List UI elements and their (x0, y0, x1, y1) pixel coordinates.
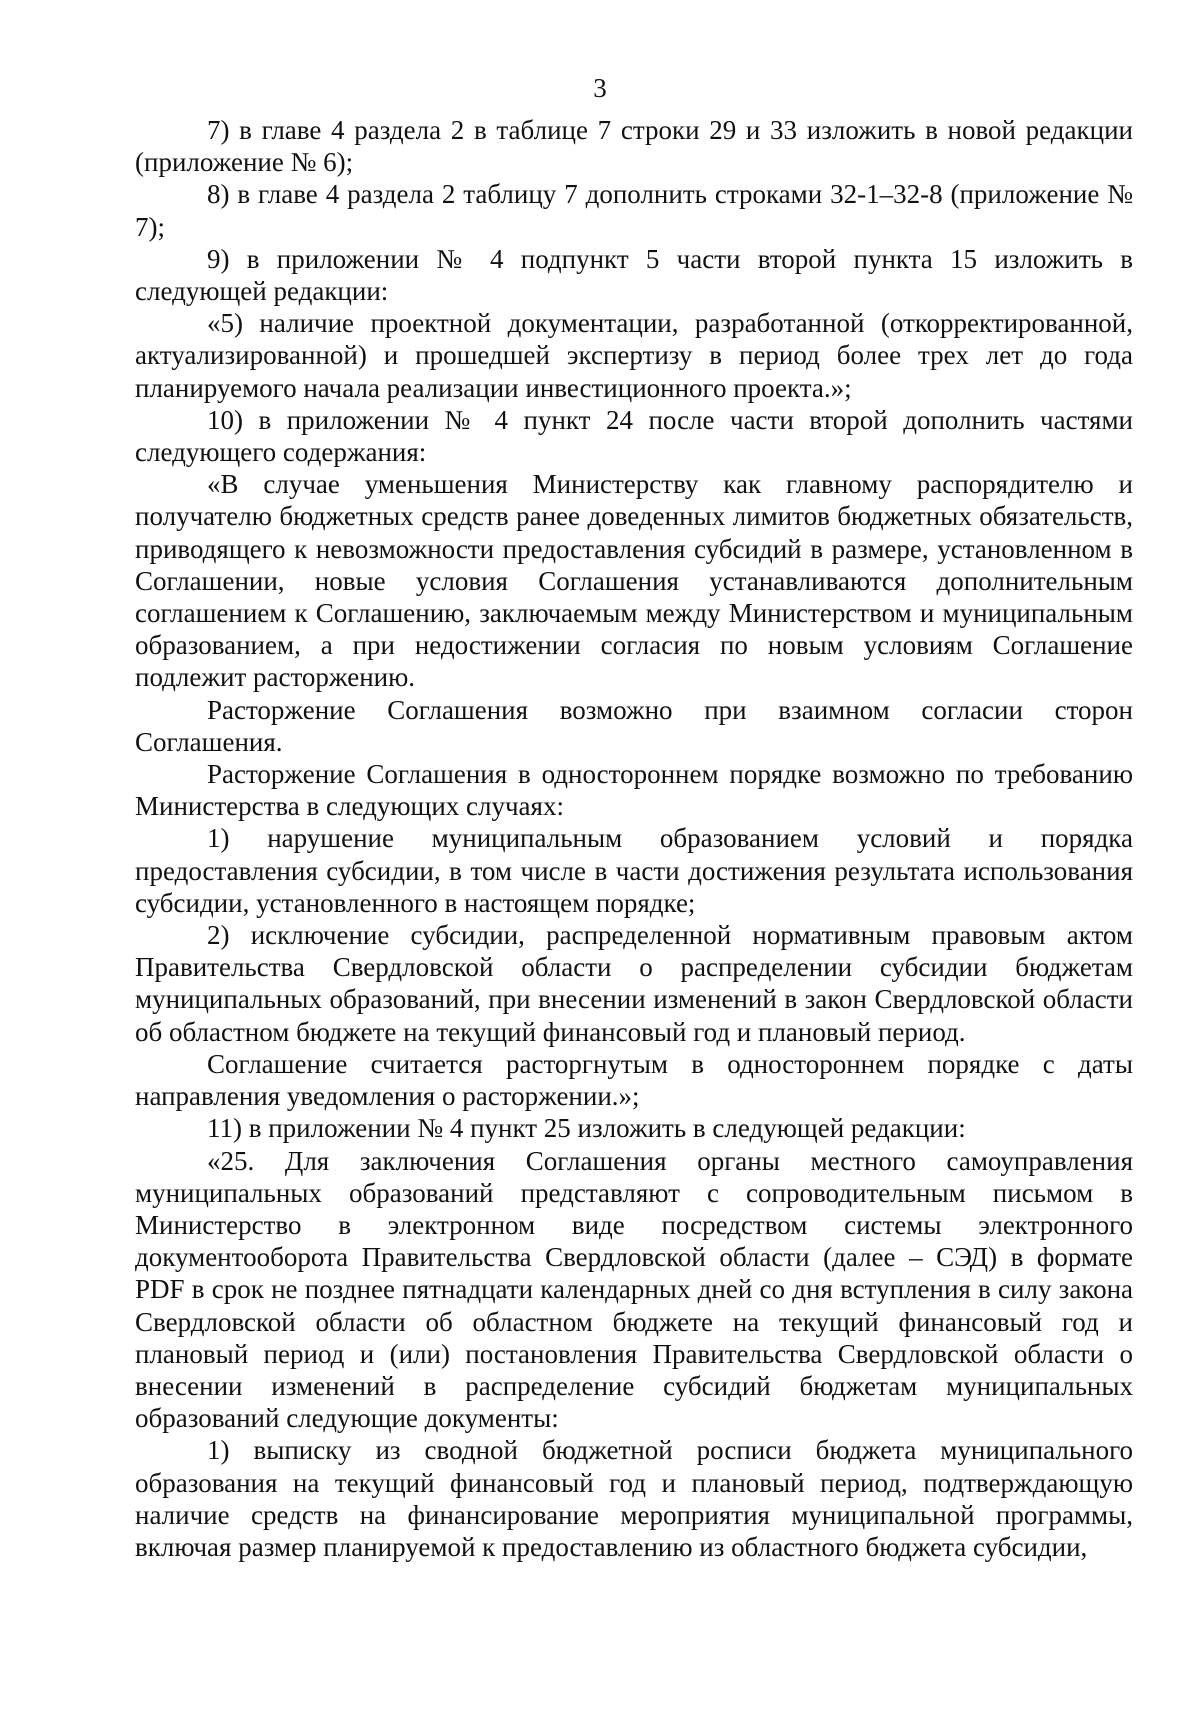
document-list-item-1: 1) выписку из сводной бюджетной росписи бюджета муниципального образования на текущий финансовый год и плановый период, подтверждающую наличие средств на финансирование мероприятия муниципальной программы, включая размер планируемой к предоставлению из областного бюджета субсидии, (135, 1435, 1133, 1562)
termination-case-1: 1) нарушение муниципальным образованием условий и порядка предоставления субсидии, в том числе в части достижения результата использования субсидии, установленного в настоящем порядке; (135, 823, 1133, 918)
paragraph-item-8: 8) в главе 4 раздела 2 таблицу 7 дополнить строками 32-1–32-8 (приложение № 7); (135, 179, 1133, 242)
paragraph-item-10: 10) в приложении № 4 пункт 24 после части второй дополнить частями следующего содержания: (135, 404, 1133, 468)
paragraph-item-9: 9) в приложении № 4 подпункт 5 части второй пункта 15 изложить в следующей редакции: (135, 243, 1133, 307)
termination-case-2: 2) исключение субсидии, распределенной нормативным правовым актом Правительства Свердловской области о распределении субсидии бюджетам муниципальных образований, при внесении изменений в закон Свердловской области об областном бюджете на текущий финансовый год и плановый период. (135, 920, 1133, 1047)
quoted-subparagraph-5: «5) наличие проектной документации, разработанной (откорректированной, актуализированной) и прошедшей экспертизу в период более трех лет до года планируемого начала реализации инвестиционного проекта.»; (135, 308, 1133, 403)
termination-mutual-consent: Расторжение Соглашения возможно при взаимном согласии сторон Соглашения. (135, 694, 1133, 757)
paragraph-item-7: 7) в главе 4 раздела 2 в таблице 7 строки 29 и 33 изложить в новой редакции (приложение № 6); (135, 115, 1133, 178)
document-body (135, 114, 1133, 1563)
termination-unilateral: Расторжение Соглашения в одностороннем порядке возможно по требованию Министерства в следующих случаях: (135, 759, 1133, 822)
quoted-point-25: «25. Для заключения Соглашения органы местного самоуправления муниципальных образований представляют с сопроводительным письмом в Министерство в электронном виде посредством системы электронного документооборота Правительства Свердловской области (далее – СЭД) в формате PDF в срок не позднее пятнадцати календарных дней со дня вступления в силу закона Свердловской области об областном бюджете на текущий финансовый год и плановый период и (или) постановления Правительства Свердловской области о внесении изменений в распределение субсидий бюджетам муниципальных образований следующие документы: (135, 1145, 1133, 1434)
termination-effective-date: Соглашение считается расторгнутым в одностороннем порядке с даты направления уведомления о расторжении.»; (135, 1048, 1133, 1112)
page-number: 3 (593, 73, 607, 103)
quoted-text-reduction-case: «В случае уменьшения Министерству как главному распорядителю и получателю бюджетных средств ранее доведенных лимитов бюджетных обязательств, приводящего к невозможности предоставления субсидий в размере, установленном в Соглашении, новые условия Соглашения устанавливаются дополнительным соглашением к Соглашению, заключаемым между Министерством и муниципальным образованием, а при недостижении согласия по новым условиям Соглашение подлежит расторжению. (135, 469, 1133, 693)
paragraph-item-11: 11) в приложении № 4 пункт 25 изложить в следующей редакции: (207, 1113, 966, 1144)
